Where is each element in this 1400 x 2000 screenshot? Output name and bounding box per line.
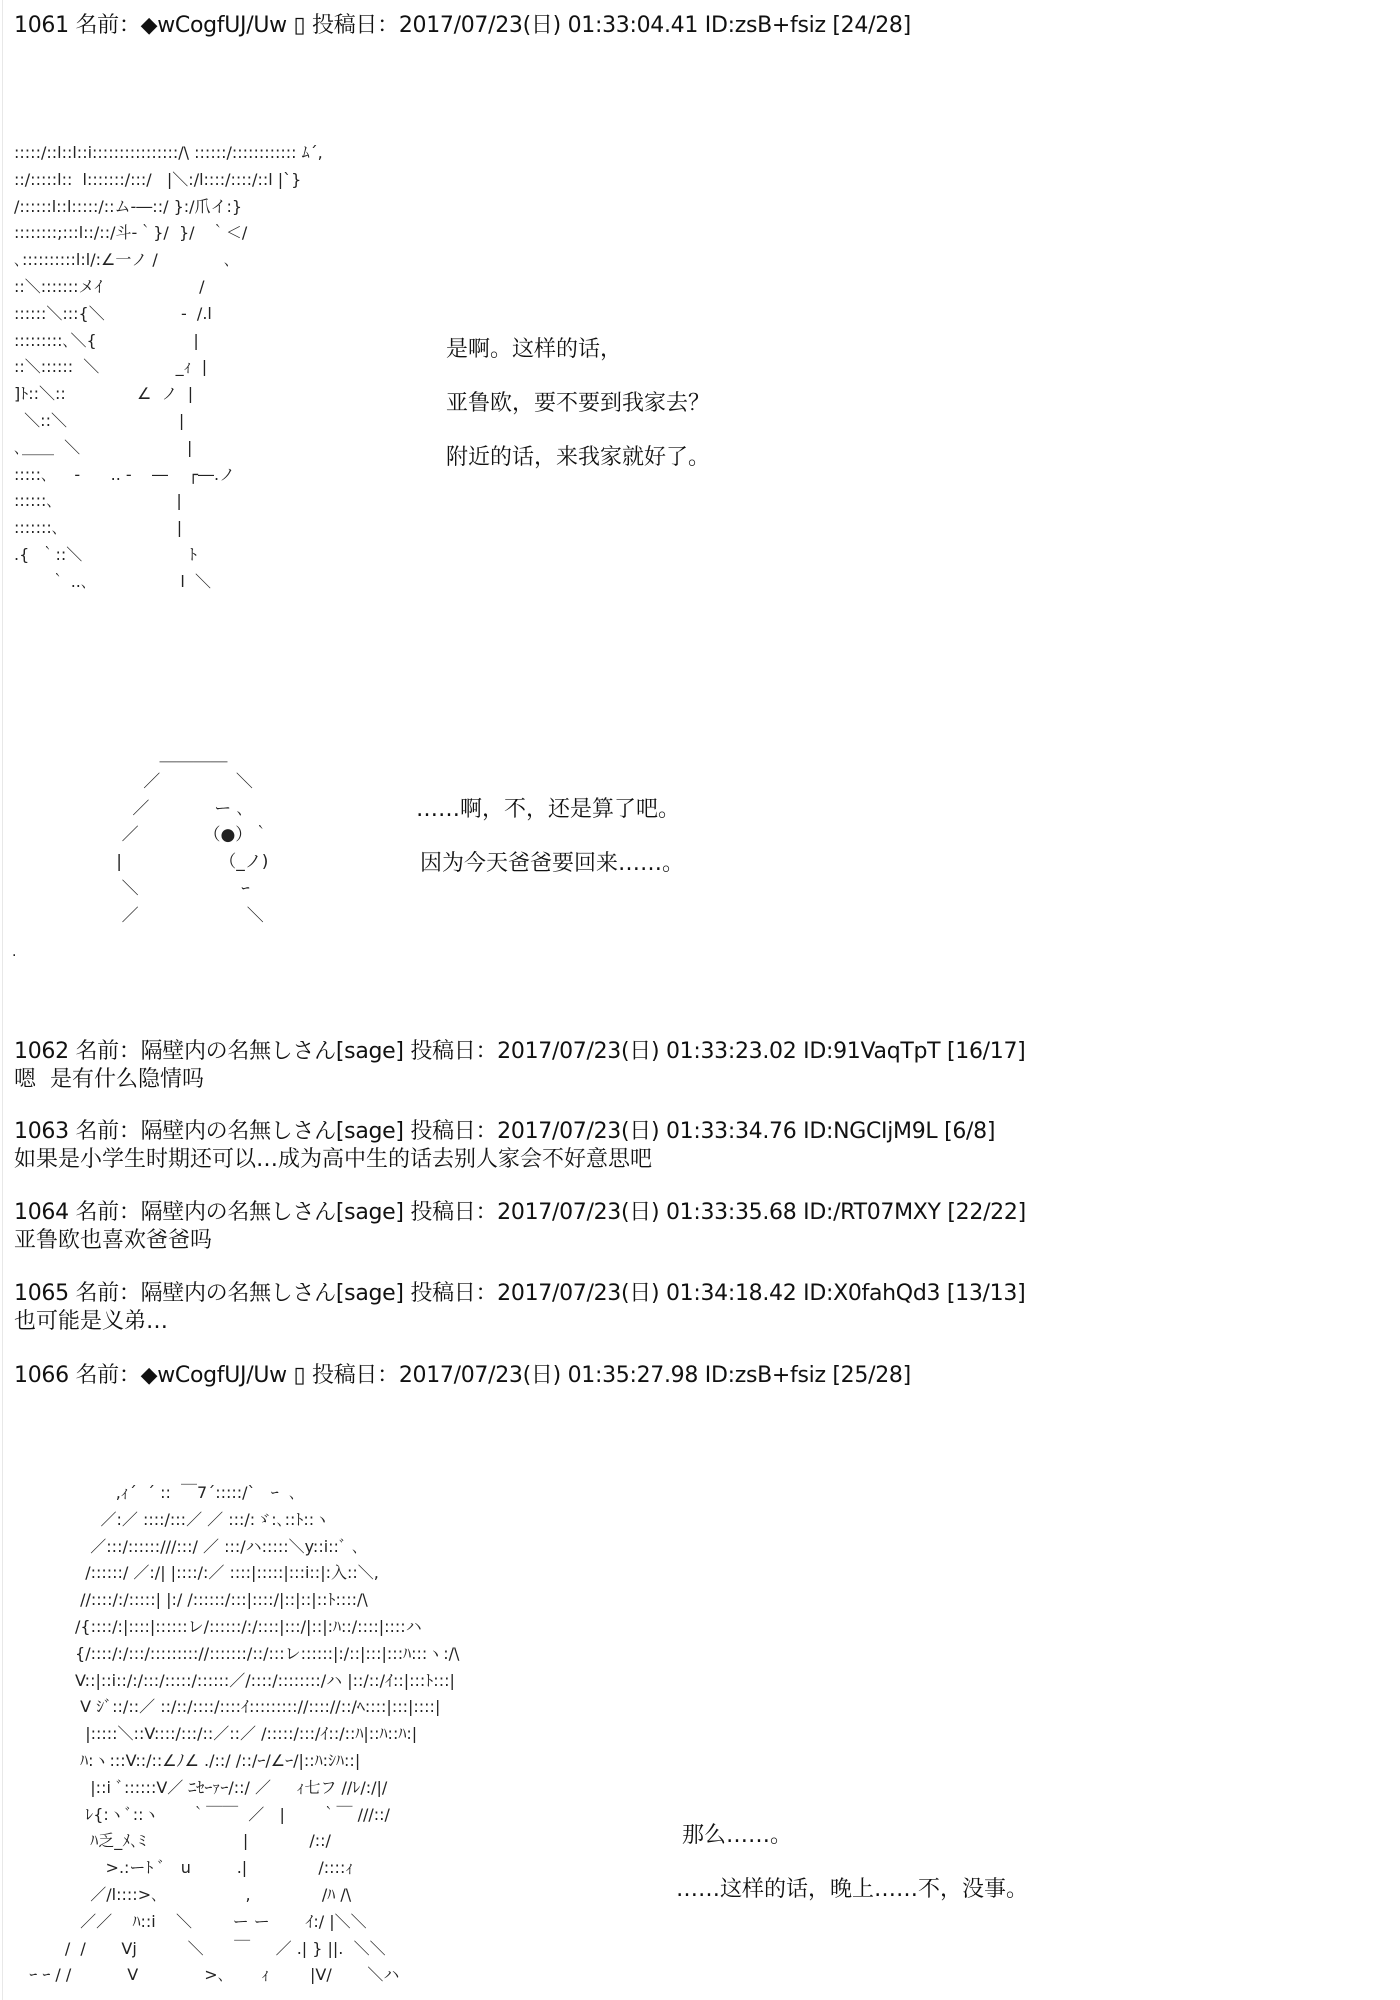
post-header-1062: 1062 名前：隔壁内の名無しさん[sage] 投稿日：2017/07/23(日) 01:33:23.02 ID:91VaqTpT [16/17] (14, 1039, 1026, 1064)
post-body-1063: 如果是小学生时期还可以…成为高中生的话去别人家会不好意思吧 (14, 1147, 653, 1172)
stray-dot: . (12, 944, 17, 960)
post-header-1064: 1064 名前：隔壁内の名無しさん[sage] 投稿日：2017/07/23(日) 01:33:35.68 ID:/RT07MXY [22/22] (14, 1200, 1026, 1225)
post-body-1065: 也可能是义弟… (14, 1309, 169, 1334)
post-header-1066: 1066 名前：◆wCogfUJ/Uw ▯ 投稿日：2017/07/23(日) 01:35:27.98 ID:zsB+fsiz [25/28] (14, 1363, 911, 1388)
ascii-art-character-face: ＿＿＿＿ ／ ＼ ／ ー ､ ／ （●）｀ | （_ノ) ＼ ｰ ／ ＼ (116, 745, 270, 926)
dialog-line: 因为今天爸爸要回来……。 (420, 851, 685, 876)
ascii-art-character-front: ,ｨ´ ´ :: ￣7´:::::/` ｰ ､ ／:／ ::::/:::／ ／ :::/:ゞ:､::ﾄ::ヽ ／:::/::::::///:::/ ／ :::/ハ:::::＼y::i::ﾞ ､ /::::::/ ／:/| |::::/:／ ::::|:::::|:::i::|:入::＼, //::::/:/:::::| |:/ /::::::/:::|::::/|::|::|::ﾄ::::/\ /{::::/:|::::|::::::レ/::::::/:/::::|:::/|::|:ﾊ::/::::|::::ハ {/::::/:/:::/::::::::://:::::::/::/:::レ::::::|:/::|:::|:::ﾊ:::ヽ:/\ V::|::i::/:/:::/:::::/::::::／/::::/::::::::/ハ |::/::/ｲ::|:::ﾄ:::| V ｼﾞ::/::／ ::/::/::::/::::ｲ::::::::://:::://::/ﾍ::::|:::|::::| |:::::＼::V::::/:::/::／::／ /:::::/:::/ｲ::/::ﾊ|::ﾊ::ﾊ:| ﾊ:ヽ:::V::/::∠ﾉ∠ ./::/ /::/ｰ/∠ｰ/|::ﾊ:ｼﾊ::| |::i ﾞ::::::V／ ﾆｾｰｧｰ/::/ ／ ｨ七フ //ﾚ/:/|/ ﾚ{:ヽﾞ::ヽ ｀￣￣ ／ | ｀￣ ///::/ ﾊ乏_ﾒ､ﾐ | /::/ >.:ーﾄ ﾞ u .| /::::ｨ ／/l::::>､ , /ﾊ /\ ／／ ﾊ::i ＼ ー ー ｲ:/ |＼＼ / / Vj ＼ ￣ ／ .| } ||. ＼＼ ｰ ｰ / / V >､ ｨ |V/ ＼ハ (29, 1483, 460, 1985)
dialog-line: ……啊，不，还是算了吧。 (416, 797, 681, 822)
dialog-line: 亚鲁欧，要不要到我家去？ (446, 391, 711, 416)
dialog-line: ……这样的话，晚上……不，没事。 (676, 1877, 1029, 1902)
post-header-1065: 1065 名前：隔壁内の名無しさん[sage] 投稿日：2017/07/23(日) 01:34:18.42 ID:X0fahQd3 [13/13] (14, 1281, 1026, 1306)
dialog-line: 那么……。 (682, 1823, 793, 1848)
post-header-1063: 1063 名前：隔壁内の名無しさん[sage] 投稿日：2017/07/23(日) 01:33:34.76 ID:NGCIjM9L [6/8] (14, 1119, 996, 1144)
dialog-line: 附近的话，来我家就好了。 (446, 445, 711, 470)
post-body-1062: 嗯 是有什么隐情吗 (14, 1067, 204, 1092)
ascii-art-character-side: :::::/::l::l::i::::::::::::::::/\ ::::::/:::::::::::: ﾑ´, ::/:::::l:: l:::::::/:::/ |＼:/l::::/::::/::l |`} /::::::l::l:::::/::ム-―::/ }:/爪イ:} ::::::::;:::l::/::/斗-｀}/ }/ ｀＜/ ､::::::::::l:l/:∠一ノ / ､ ::＼:::::::メｲ / ::::::＼:::{＼ - /.l :::::::::､＼{ | ::＼:::::: ＼ _ｨ | ]ﾄ::＼:: ∠ ノ | ＼::＼ | ､＿＿ ＼ | :::::､ - .. - ― ┌―.ノ ::::::､ | :::::::､ | .{ ｀::＼ ﾄ ｀ ..､ l ＼ (14, 143, 323, 591)
post-header-1061: 1061 名前：◆wCogfUJ/Uw ▯ 投稿日：2017/07/23(日) 01:33:04.41 ID:zsB+fsiz [24/28] (14, 13, 911, 38)
left-border (2, 0, 3, 2000)
post-body-1064: 亚鲁欧也喜欢爸爸吗 (14, 1228, 213, 1253)
dialog-line: 是啊。这样的话， (446, 337, 623, 362)
